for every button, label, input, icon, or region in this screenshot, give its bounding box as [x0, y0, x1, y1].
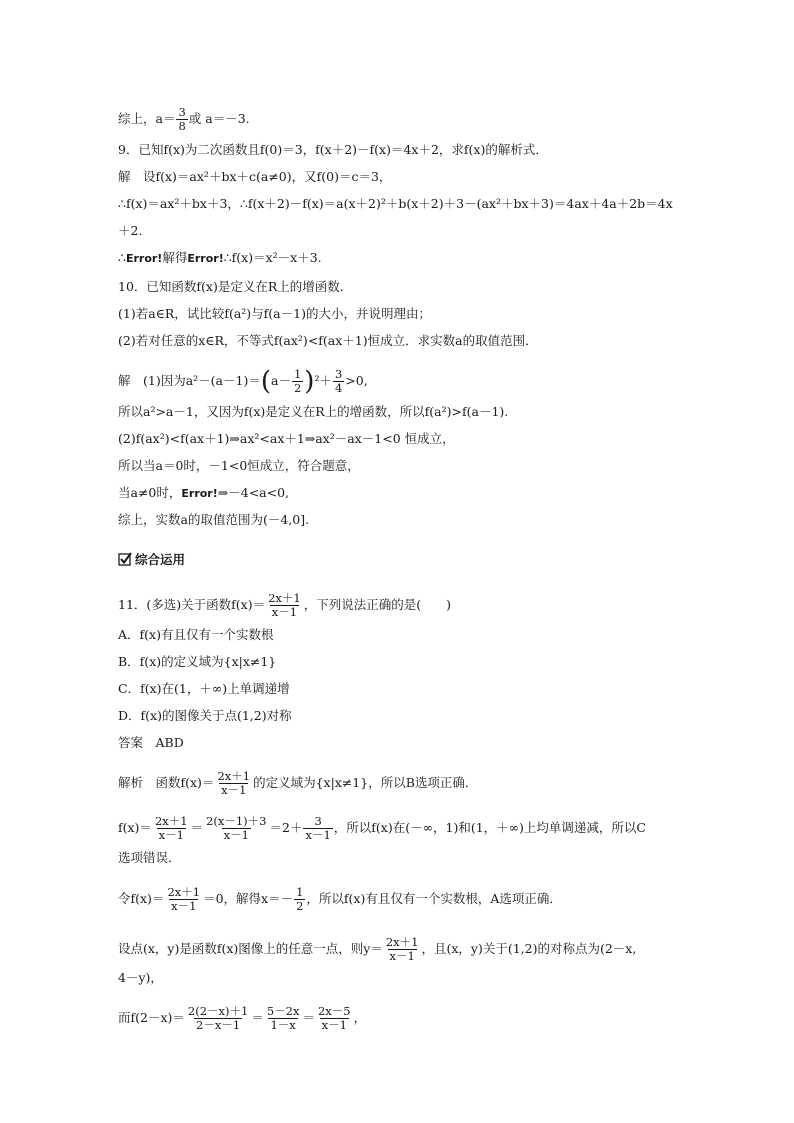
fraction: $\frac{5-2x}{1-x}$: [266, 1004, 300, 1032]
solution-line: 所以当a＝0时，－1<0恒成立，符合题意，: [118, 458, 360, 473]
problem-9: 9．已知f(x)为二次函数且f(0)＝3，f(x＋2)－f(x)＝4x＋2，求f(x)的解析式．: [118, 142, 548, 157]
analysis-line: 解析 函数f(x)＝ $\frac{2x+1}{x-1}$ 的定义域为{x|x≠1}，所以B选项正确．: [118, 769, 478, 797]
fraction: $\frac{3}{4}$: [334, 367, 343, 395]
solution-line: 解 (1)因为a²－(a－1)＝(a－ $\frac{1}{2}$ )²＋ $\frac{3}{4}$ >0,: [118, 366, 368, 397]
fraction: $\frac{2x+1}{x-1}$: [268, 591, 301, 619]
analysis-line: f(x)＝ $\frac{2x+1}{x-1}$ ＝ $\frac{2(x-1)+3}{x-1}$ ＝2＋ $\frac{3}{x-1}$ ，所以f(x)在(－∞，1)和(1，＋∞)上均单调递减，所以C: [118, 814, 646, 842]
option-c: C．f(x)在(1，＋∞)上单调递增: [118, 681, 290, 696]
analysis-line: 令f(x)＝ $\frac{2x+1}{x-1}$ ＝0，解得x＝－ $\frac{1}{2}$ ，所以f(x)有且仅有一个实数根，A选项正确．: [118, 885, 562, 913]
fraction: $\frac{2x-5}{x-1}$: [317, 1004, 351, 1032]
analysis-line: 而f(2－x)＝ $\frac{2(2-x)+1}{2-x-1}$ ＝ $\frac{5-2x}{1-x}$ ＝ $\frac{2x-5}{x-1}$ ，: [118, 1004, 367, 1032]
answer: 答案 ABD: [118, 735, 184, 750]
fraction: $\frac{2(2-x)+1}{2-x-1}$: [187, 1004, 249, 1032]
analysis-line: 4－y)，: [118, 970, 163, 985]
problem-11: 11．(多选)关于函数f(x)＝ $\frac{2x+1}{x-1}$ ，下列说法正确的是( ): [118, 591, 451, 619]
solution-line: 解 设f(x)＝ax²＋bx＋c(a≠0)，又f(0)＝c＝3，: [118, 169, 392, 184]
fraction: $\frac{1}{2}$: [293, 367, 302, 395]
solution-line: (2)f(ax²)<f(ax＋1)⇒ax²<ax＋1⇒ax²－ax－1<0 恒成立，: [118, 431, 455, 446]
fraction: $\frac{2x+1}{x-1}$: [385, 935, 419, 963]
solution-line: 所以a²>a－1，又因为f(x)是定义在R上的增函数，所以f(a²)>f(a－1).: [118, 404, 509, 419]
solution-line: 当a≠0时，Error!⇒－4<a<0,: [118, 485, 290, 500]
option-a: A．f(x)有且仅有一个实数根: [118, 627, 274, 642]
option-b: B．f(x)的定义域为{x|x≠1}: [118, 654, 277, 669]
analysis-line: 选项错误．: [118, 850, 181, 865]
fraction: $\frac{2x+1}{x-1}$: [154, 814, 188, 842]
problem-10-part1: (1)若a∈R，试比较f(a²)与f(a－1)的大小，并说明理由；: [118, 306, 431, 321]
solution-line: ＋2.: [118, 223, 143, 238]
checkbox-checked-icon: [118, 552, 132, 566]
analysis-line: 设点(x，y)是函数f(x)图像上的任意一点，则y＝ $\frac{2x+1}{x-1}$ ，且(x，y)关于(1,2)的对称点为(2－x,: [118, 935, 637, 963]
solution-line: ∴Error!解得Error!∴f(x)＝x²－x＋3.: [118, 250, 322, 265]
solution-line: ∴f(x)＝ax²＋bx＋3，∴f(x＋2)－f(x)＝a(x＋2)²＋b(x＋2)＋3－(ax²＋bx＋3)＝4ax＋4a＋2b＝4x: [118, 196, 673, 211]
fraction: $\frac{1}{2}$: [296, 885, 304, 913]
fraction: $\frac{3}{8}$: [178, 105, 186, 133]
problem-10: 10．已知函数f(x)是定义在R上的增函数．: [118, 279, 353, 294]
fraction: $\frac{3}{x-1}$: [305, 814, 331, 842]
fraction: $\frac{2x+1}{x-1}$: [167, 885, 201, 913]
line-conclusion-9: 综上，a＝ $\frac{3}{8}$ 或 a＝－3.: [118, 105, 250, 133]
section-header: 综合运用: [118, 550, 185, 568]
fraction: $\frac{2x+1}{x-1}$: [217, 769, 251, 797]
solution-line: 综上，实数a的取值范围为(－4,0].: [118, 512, 310, 527]
problem-10-part2: (2)若对任意的x∈R，不等式f(ax²)<f(ax＋1)恒成立．求实数a的取值范围．: [118, 333, 538, 348]
option-d: D．f(x)的图像关于点(1,2)对称: [118, 708, 292, 723]
fraction: $\frac{2(x-1)+3}{x-1}$: [206, 814, 267, 842]
